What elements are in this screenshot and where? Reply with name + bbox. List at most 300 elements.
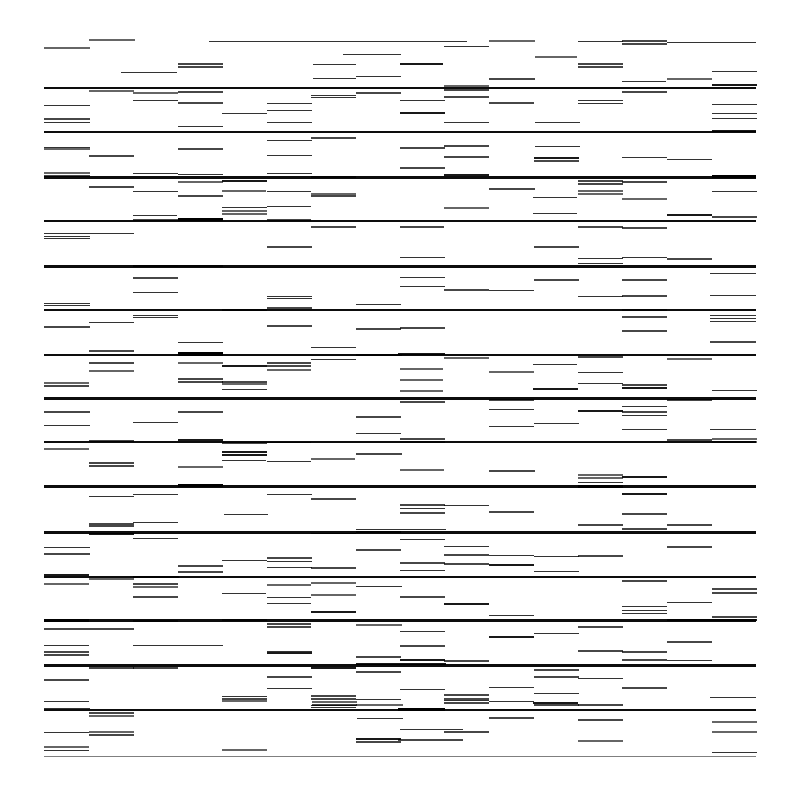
line-segment <box>712 752 757 753</box>
line-segment <box>400 441 445 443</box>
line-segment <box>133 583 178 585</box>
line-segment <box>89 465 134 467</box>
line-segment <box>356 624 402 626</box>
line-segment <box>489 470 535 472</box>
line-segment <box>343 54 401 55</box>
line-segment <box>712 731 757 733</box>
line-segment <box>622 91 667 93</box>
line-segment <box>121 72 177 73</box>
line-segment <box>667 641 712 643</box>
line-segment <box>489 290 534 291</box>
line-segment <box>534 693 579 694</box>
line-segment <box>89 440 134 442</box>
line-segment <box>267 676 312 678</box>
line-segment <box>311 567 356 569</box>
line-segment <box>311 458 355 460</box>
line-segment <box>267 561 312 562</box>
line-segment <box>489 717 534 719</box>
line-segment <box>534 423 579 424</box>
line-segment <box>398 708 445 711</box>
line-segment <box>398 739 463 741</box>
line-segment <box>356 704 403 706</box>
line-segment <box>400 729 463 730</box>
line-segment <box>222 180 267 183</box>
line-segment <box>44 732 89 733</box>
line-segment <box>89 578 134 580</box>
line-segment <box>444 603 489 606</box>
line-segment <box>356 738 401 741</box>
line-segment <box>667 358 712 360</box>
rule-line <box>44 756 756 757</box>
line-segment <box>400 401 445 403</box>
line-segment <box>267 140 312 141</box>
line-segment <box>444 563 489 565</box>
line-segment <box>133 292 178 293</box>
line-segment <box>311 582 356 584</box>
line-segment <box>622 81 666 82</box>
line-segment <box>267 461 311 462</box>
line-segment <box>534 676 579 678</box>
line-segment <box>400 277 445 278</box>
line-segment <box>578 296 623 297</box>
line-segment <box>710 273 756 274</box>
line-segment <box>133 92 178 94</box>
line-segment <box>133 422 178 423</box>
line-segment <box>622 513 667 515</box>
line-segment <box>534 704 579 706</box>
line-segment <box>622 181 667 183</box>
line-segment <box>489 701 534 702</box>
line-segment <box>133 522 178 523</box>
line-segment <box>267 325 312 327</box>
line-segment <box>267 365 311 367</box>
line-segment <box>178 218 223 221</box>
line-segment <box>222 442 267 444</box>
line-segment <box>311 347 356 348</box>
rule-line <box>44 176 756 178</box>
line-segment <box>489 426 534 427</box>
line-segment <box>400 257 445 258</box>
line-segment <box>356 529 446 530</box>
line-segment <box>267 603 311 604</box>
line-segment <box>444 289 489 291</box>
line-segment <box>222 309 267 312</box>
line-segment <box>133 219 178 221</box>
line-segment <box>712 84 757 87</box>
line-segment <box>178 466 223 468</box>
line-segment <box>133 494 178 495</box>
line-segment <box>133 596 178 598</box>
line-segment <box>356 699 401 700</box>
line-segment <box>44 233 134 234</box>
line-segment <box>178 362 223 364</box>
line-segment <box>267 369 311 371</box>
line-segment <box>133 645 178 646</box>
line-segment <box>356 416 401 418</box>
line-segment <box>178 342 223 343</box>
line-segment <box>712 130 756 133</box>
line-segment <box>622 476 667 479</box>
line-segment <box>712 441 757 443</box>
line-segment <box>267 298 312 299</box>
line-segment <box>267 191 311 192</box>
line-segment <box>622 309 667 311</box>
line-segment <box>357 718 403 719</box>
line-segment <box>712 616 757 618</box>
line-segment <box>178 181 223 183</box>
line-segment <box>44 303 90 304</box>
line-segment <box>578 477 623 479</box>
line-segment <box>267 557 312 559</box>
line-segment <box>267 652 312 655</box>
line-segment <box>578 650 623 652</box>
line-segment <box>444 505 489 506</box>
line-segment <box>533 364 577 365</box>
line-segment <box>712 113 757 114</box>
line-segment <box>534 160 579 162</box>
line-segment <box>311 359 356 360</box>
rule-line <box>44 485 756 487</box>
line-segment <box>622 40 667 42</box>
line-segment <box>267 173 312 174</box>
line-segment <box>89 533 134 536</box>
line-segment <box>710 315 756 316</box>
line-segment <box>44 574 89 577</box>
line-segment <box>311 498 356 500</box>
line-segment <box>267 597 311 598</box>
line-segment <box>222 749 267 751</box>
line-segment <box>712 588 757 590</box>
line-segment <box>133 215 177 216</box>
line-segment <box>311 594 356 596</box>
line-segment <box>622 651 667 653</box>
line-segment <box>400 508 445 509</box>
line-segment <box>89 712 134 714</box>
line-segment <box>622 687 667 689</box>
line-segment <box>444 554 489 556</box>
line-segment <box>44 679 89 681</box>
line-segment <box>400 512 445 514</box>
line-segment <box>356 453 402 455</box>
line-segment <box>312 704 357 706</box>
line-segment <box>712 438 757 440</box>
line-segment <box>133 315 178 316</box>
line-segment <box>578 626 623 628</box>
line-segment <box>89 462 134 464</box>
line-segment <box>133 100 178 101</box>
line-segment <box>578 263 623 264</box>
line-segment <box>712 721 757 723</box>
line-segment <box>133 265 178 268</box>
line-segment <box>400 327 445 329</box>
line-segment <box>267 219 311 221</box>
line-segment <box>489 399 534 401</box>
line-segment <box>444 46 489 47</box>
line-segment <box>89 628 134 630</box>
line-segment <box>44 238 90 239</box>
line-segment <box>578 485 623 488</box>
line-segment <box>178 66 223 68</box>
line-segment <box>178 439 223 442</box>
line-segment <box>622 659 667 661</box>
line-segment <box>44 47 90 49</box>
line-segment <box>710 318 756 319</box>
line-segment <box>622 613 667 614</box>
line-segment <box>222 383 267 385</box>
line-segment <box>311 707 356 708</box>
line-segment <box>133 576 179 579</box>
line-segment <box>667 602 712 603</box>
line-segment <box>267 110 312 111</box>
line-segment <box>44 708 90 709</box>
line-segment <box>44 654 89 656</box>
line-segment <box>444 546 489 547</box>
line-segment <box>578 226 623 228</box>
line-segment <box>533 388 578 391</box>
line-segment <box>267 246 312 248</box>
line-segment <box>535 56 577 58</box>
line-segment <box>400 226 444 228</box>
line-segment <box>534 246 579 248</box>
line-segment <box>667 214 712 217</box>
line-segment <box>444 145 489 147</box>
line-segment <box>578 41 623 42</box>
line-segment <box>712 191 757 192</box>
line-segment <box>400 539 445 540</box>
line-segment <box>356 663 446 666</box>
line-segment <box>667 159 712 160</box>
line-segment <box>356 586 402 587</box>
line-segment <box>44 553 90 555</box>
line-segment <box>622 606 667 607</box>
line-segment <box>400 379 443 381</box>
line-segment <box>400 659 445 662</box>
line-segment <box>710 429 756 430</box>
line-segment <box>578 63 623 65</box>
line-segment <box>267 307 312 309</box>
line-segment <box>578 719 623 721</box>
line-segment <box>267 567 312 568</box>
line-segment <box>178 378 223 380</box>
line-segment <box>356 304 401 305</box>
line-segment <box>267 623 311 625</box>
line-segment <box>133 620 178 622</box>
line-segment <box>444 700 489 701</box>
line-segment <box>44 326 90 328</box>
line-segment <box>311 176 356 178</box>
line-segment <box>533 213 577 214</box>
line-segment <box>535 122 580 123</box>
line-segment <box>489 636 534 639</box>
line-segment <box>489 687 534 688</box>
line-segment <box>178 195 223 197</box>
line-segment <box>222 365 267 368</box>
line-segment <box>710 321 756 322</box>
line-segment <box>178 352 223 356</box>
line-segment <box>178 63 223 65</box>
line-segment <box>622 528 667 530</box>
line-segment <box>356 328 401 330</box>
line-segment <box>578 482 623 483</box>
line-segment <box>578 180 623 182</box>
line-segment <box>209 41 467 42</box>
line-segment <box>578 383 623 384</box>
line-segment <box>622 198 667 200</box>
line-segment <box>133 667 178 669</box>
line-segment <box>667 524 712 526</box>
line-segment <box>311 195 356 197</box>
line-segment <box>133 277 178 279</box>
line-segment <box>400 390 443 392</box>
line-segment <box>222 113 267 114</box>
line-segment <box>267 688 312 689</box>
line-segment <box>89 322 134 323</box>
line-segment <box>313 78 356 79</box>
line-segment <box>444 96 489 98</box>
line-segment <box>444 660 489 662</box>
line-segment <box>578 740 623 742</box>
line-segment <box>622 610 667 611</box>
line-segment <box>178 174 223 175</box>
line-segment <box>444 357 489 359</box>
line-segment <box>578 474 623 476</box>
line-segment <box>489 564 534 567</box>
line-segment <box>622 316 667 318</box>
line-segment <box>444 174 489 177</box>
line-segment <box>710 295 756 296</box>
line-segment <box>444 89 489 91</box>
line-segment <box>400 645 445 647</box>
line-segment <box>178 484 223 487</box>
line-segment <box>622 257 667 258</box>
line-segment <box>44 118 90 120</box>
line-segment <box>356 433 401 434</box>
line-segment <box>400 63 443 66</box>
line-segment <box>578 524 623 526</box>
line-segment <box>712 104 757 105</box>
line-segment <box>133 586 178 588</box>
line-segment <box>400 469 444 471</box>
line-segment <box>533 197 577 198</box>
line-segment <box>267 442 311 443</box>
line-segment <box>44 425 90 426</box>
line-segment <box>578 704 623 706</box>
line-segment <box>178 645 223 646</box>
line-segment <box>44 547 90 548</box>
line-segment <box>313 64 356 65</box>
line-segment <box>534 633 579 634</box>
line-segment <box>534 669 579 671</box>
line-segment <box>622 387 667 390</box>
line-segment <box>44 305 90 306</box>
line-segment <box>534 157 579 160</box>
line-segment <box>400 689 445 690</box>
line-segment <box>222 619 267 621</box>
line-segment <box>400 631 445 632</box>
line-segment <box>44 746 89 748</box>
line-segment <box>710 341 756 343</box>
line-segment <box>311 695 356 697</box>
line-segment <box>578 183 623 185</box>
line-segment <box>222 210 267 212</box>
line-segment <box>622 411 667 413</box>
line-segment <box>489 188 535 190</box>
line-segment <box>444 122 489 123</box>
line-segment <box>667 439 712 441</box>
line-segment <box>44 411 90 413</box>
line-segment <box>534 556 579 557</box>
line-segment <box>400 112 445 115</box>
line-segment <box>311 611 356 614</box>
line-segment <box>222 460 266 461</box>
line-segment <box>267 584 311 586</box>
line-segment <box>535 146 580 147</box>
line-segment <box>578 410 623 413</box>
line-segment <box>178 381 223 383</box>
line-segment <box>89 186 134 188</box>
line-segment <box>44 148 90 150</box>
line-segment <box>222 207 267 208</box>
line-segment <box>622 330 667 332</box>
line-segment <box>133 173 178 174</box>
line-segment <box>267 494 312 495</box>
line-segment <box>178 571 223 573</box>
line-segment <box>667 619 757 622</box>
line-segment <box>89 731 134 733</box>
line-segment <box>311 698 356 700</box>
line-segment <box>311 95 356 96</box>
line-segment <box>89 39 135 41</box>
line-segment <box>44 701 89 702</box>
line-segment <box>444 702 489 704</box>
line-segment <box>133 191 178 192</box>
line-segment <box>400 562 445 564</box>
line-segment <box>222 696 267 697</box>
line-segment <box>712 390 757 391</box>
line-segment <box>578 66 623 68</box>
line-segment <box>400 596 445 598</box>
line-segment <box>356 671 401 673</box>
line-segment <box>622 406 667 407</box>
line-segment <box>444 85 489 87</box>
line-segment <box>44 628 89 630</box>
line-segment <box>444 156 489 158</box>
line-segment <box>534 279 579 281</box>
line-segment <box>44 448 89 450</box>
line-segment <box>489 102 534 104</box>
line-segment <box>133 538 178 539</box>
line-segment <box>400 438 445 440</box>
line-segment <box>222 213 267 215</box>
line-segment <box>400 100 445 101</box>
line-segment <box>44 236 90 237</box>
line-segment <box>311 226 356 228</box>
line-segment <box>398 353 445 356</box>
line-segment <box>533 702 578 705</box>
line-segment <box>578 103 623 104</box>
line-segment <box>400 167 445 169</box>
line-segment <box>89 715 134 717</box>
line-segment <box>178 265 223 267</box>
line-segment <box>534 571 579 572</box>
line-segment <box>578 190 623 192</box>
line-segment <box>667 660 712 661</box>
line-segment <box>622 415 667 416</box>
line-segment <box>356 656 401 658</box>
line-segment <box>712 118 757 119</box>
line-segment <box>356 549 401 551</box>
line-segment <box>44 651 89 653</box>
